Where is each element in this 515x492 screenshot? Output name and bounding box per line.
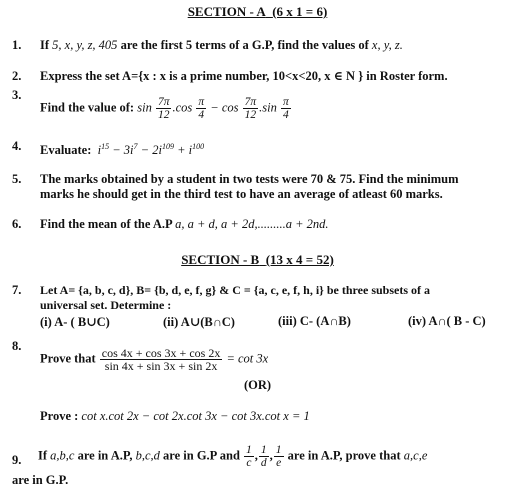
question-number: 3. xyxy=(12,88,22,102)
question-number: 6. xyxy=(12,217,22,231)
or-label: (OR) xyxy=(243,378,272,392)
q7-line2: universal set. Determine : xyxy=(40,298,172,312)
section-b-heading xyxy=(0,252,515,268)
q3-dotcos: .cos xyxy=(172,100,193,115)
fraction-denominator: sin 4x + sin 3x + sin 2x xyxy=(104,359,218,373)
question-number: 9. xyxy=(12,453,22,467)
q1-mid: are the first 5 terms of a G.P, find the values of xyxy=(120,38,369,52)
q8-rhs: = cot 3x xyxy=(226,351,269,366)
exponent: 109 xyxy=(161,142,174,151)
question-text xyxy=(40,38,507,53)
section-b-title: SECTION - B xyxy=(181,252,260,267)
fraction xyxy=(259,444,269,469)
q9-gp1: are in G.P and xyxy=(163,448,240,463)
q3-sin: sin xyxy=(137,100,152,115)
question-text xyxy=(40,172,507,202)
fraction xyxy=(156,96,172,121)
section-a-marks: (6 x 1 = 6) xyxy=(272,4,328,19)
question-number: 1. xyxy=(12,38,22,52)
fraction xyxy=(244,444,254,469)
fraction xyxy=(196,96,206,121)
question-text xyxy=(40,96,507,121)
fraction-denominator: 12 xyxy=(157,109,170,121)
q4-expression xyxy=(98,143,205,157)
question-number: 8. xyxy=(12,339,22,353)
exponent: 100 xyxy=(192,142,205,151)
q2-post: in Roster form. xyxy=(366,69,448,83)
q5-line1: The marks obtained by a student in two tests were 70 & 75. Find the minimum xyxy=(40,172,459,186)
q3-minuscos: − cos xyxy=(210,100,239,115)
fraction xyxy=(100,347,223,372)
q4-pre: Evaluate: xyxy=(40,143,92,158)
fraction xyxy=(274,444,284,469)
q9-pre: If xyxy=(38,448,48,463)
q1-pre: If xyxy=(40,38,50,52)
q9-line2: are in G.P. xyxy=(12,473,69,487)
q6-expr: a, a + d, a + 2d,.........a + 2nd. xyxy=(175,217,329,231)
q8-pre: Prove that xyxy=(40,351,96,366)
question-number: 5. xyxy=(12,172,22,186)
q1-terms: 5, x, y, z, 405 xyxy=(52,38,118,52)
fraction-denominator: c xyxy=(246,457,252,469)
exponent: 15 xyxy=(101,142,110,151)
fraction-denominator: 12 xyxy=(244,109,257,121)
question-text xyxy=(40,69,507,84)
question-number: 4. xyxy=(12,139,22,153)
q4-term: + i xyxy=(173,143,193,158)
question-number: 2. xyxy=(12,69,22,83)
section-a-heading xyxy=(0,4,515,20)
fraction-denominator: d xyxy=(260,457,267,469)
q9-ace: a,c,e xyxy=(403,448,428,463)
q7-line1: Let A= {a, b, c, d}, B= {b, d, e, f, g} & C = {a, c, e, f, h, i} be three subsets of a xyxy=(40,283,430,297)
q9-ap1: are in A.P, xyxy=(77,448,133,463)
question-text xyxy=(40,139,507,158)
q9-ap2: are in A.P, prove that xyxy=(287,448,401,463)
section-b-marks: (13 x 4 = 52) xyxy=(265,252,334,267)
q9-bcd: b,c,d xyxy=(135,448,160,463)
q5-line2: marks he should get in the third test to have an average of atleast 60 marks. xyxy=(40,187,443,201)
fraction-denominator: e xyxy=(276,457,282,469)
q8-prove2-expr: cot x.cot 2x − cot 2x.cot 3x − cot 3x.cot x = 1 xyxy=(81,409,310,423)
section-a-title: SECTION - A xyxy=(187,4,266,19)
fraction-numerator: cos 4x + cos 3x + cos 2x xyxy=(101,346,221,360)
q4-term: i xyxy=(97,143,102,158)
fraction-numerator: π xyxy=(283,96,289,108)
fraction xyxy=(281,96,291,121)
q6-pre: Find the mean of the A.P xyxy=(40,217,172,231)
q8-prove2-pre: Prove : xyxy=(40,409,79,423)
fraction-numerator: 1 xyxy=(275,444,282,456)
question-text xyxy=(40,347,507,372)
q9-abc: a,b,c xyxy=(50,448,75,463)
q7-option-iv: (iv) A∩( B - C) xyxy=(408,314,486,328)
q7-option-ii: (ii) A∪(B∩C) xyxy=(163,315,235,329)
q7-option-iii: (iii) C- (A∩B) xyxy=(278,314,351,328)
q4-term: − 2i xyxy=(137,143,162,158)
question-text xyxy=(40,409,507,424)
q3-dotsin: .sin xyxy=(259,100,277,115)
question-text xyxy=(40,217,507,232)
fraction-denominator: 4 xyxy=(283,109,289,121)
fraction-numerator: 1 xyxy=(260,444,267,456)
q3-pre: Find the value of: xyxy=(40,100,135,115)
q2-pre: Express the set A= xyxy=(40,69,139,83)
question-number: 7. xyxy=(12,283,22,297)
fraction-numerator: 7π xyxy=(244,96,257,108)
exponent: 7 xyxy=(133,142,138,151)
fraction xyxy=(243,96,259,121)
fraction-denominator: 4 xyxy=(198,109,205,121)
q7-option-i: (i) A- ( B∪C) xyxy=(40,315,110,329)
q2-set: {x : x is a prime number, 10<x<20, x ∈ N } xyxy=(138,69,364,83)
question-text xyxy=(40,283,507,313)
q1-vars: x, y, z. xyxy=(371,38,403,52)
fraction-numerator: 1 xyxy=(246,444,252,456)
fraction-numerator: π xyxy=(198,96,205,108)
question-text: If a,b,c are in A.P, b,c,d are in G.P and $\frac{1}{c}$ , $\frac{1}{d}$ , $\frac{1}{e}$ are in A.P, prove that a,c,e xyxy=(38,444,428,469)
q4-term: − 3i xyxy=(109,143,134,158)
fraction-numerator: 7π xyxy=(157,96,170,108)
